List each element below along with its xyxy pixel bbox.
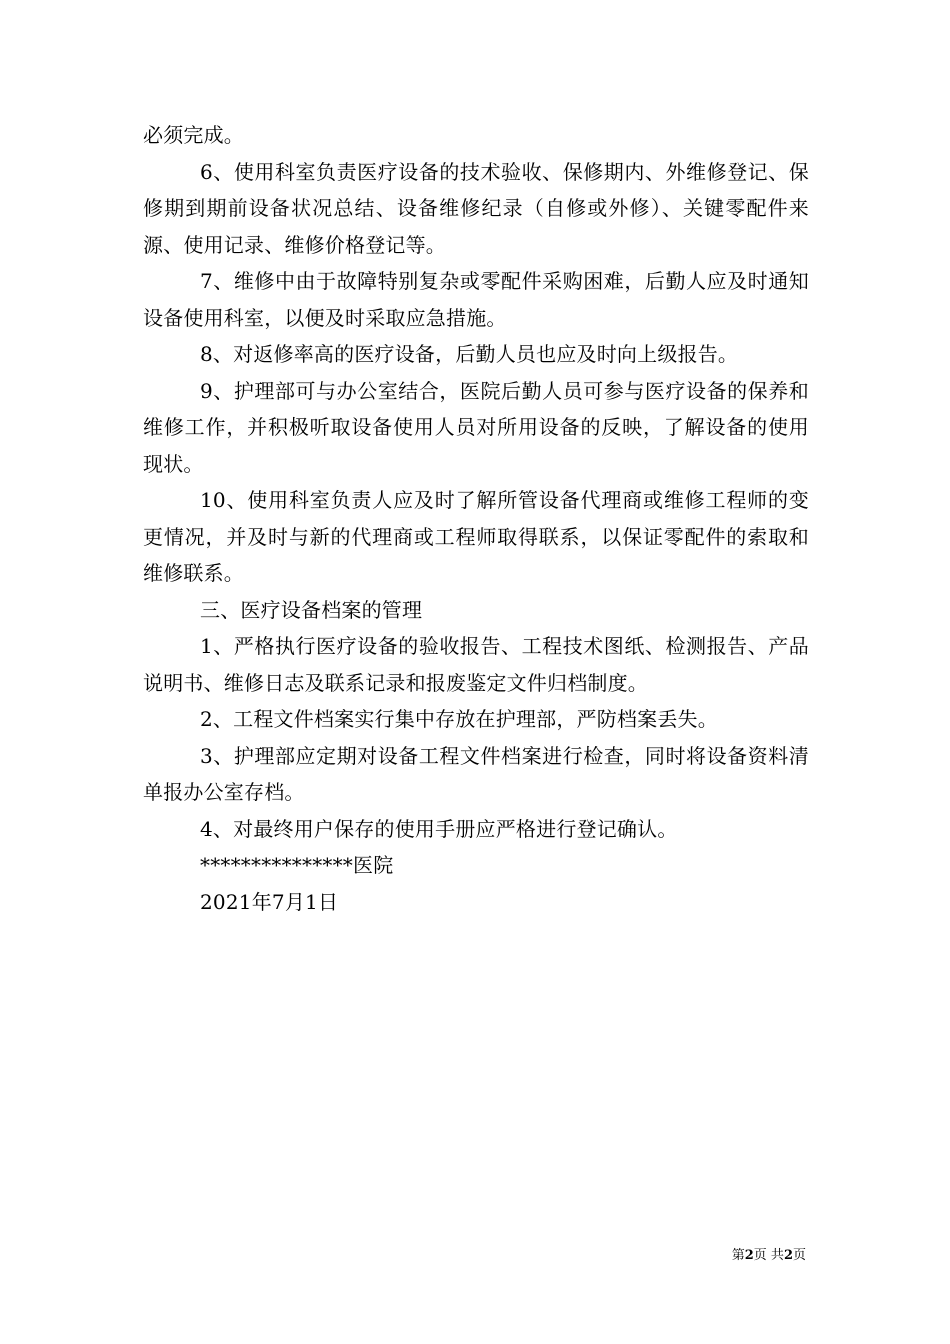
paragraph-0: 必须完成。 xyxy=(143,123,244,147)
paragraph-1: 6、使用科室负责医疗设备的技术验收、保修期内、外维修登记、保修期到期前设备状况总结、设备维修纪录（自修或外修）、关键零配件来源、使用记录、维修价格登记等。 xyxy=(143,159,809,257)
paragraph-2: 7、维修中由于故障特别复杂或零配件采购困难，后勤人应及时通知设备使用科室，以便及时采取应急措施。 xyxy=(143,269,809,330)
signature-organization: ***************医院 xyxy=(200,853,394,877)
footer-prefix: 第 xyxy=(731,1248,745,1263)
page-number-indicator xyxy=(732,1247,806,1265)
paragraph-5: 10、使用科室负责人应及时了解所管设备代理商或维修工程师的变更情况，并及时与新的代理商或工程师取得联系，以保证零配件的索取和维修联系。 xyxy=(143,488,809,585)
paragraph-10: 4、对最终用户保存的使用手册应严格进行登记确认。 xyxy=(200,816,678,841)
section-heading: 三、医疗设备档案的管理 xyxy=(200,597,423,622)
footer-current-page: 2 xyxy=(744,1248,754,1263)
footer-total-pages: 2 xyxy=(783,1248,793,1263)
paragraph-4: 9、护理部可与办公室结合，医院后勤人员可参与医疗设备的保养和维修工作，并积极听取设备使用人员对所用设备的反映，了解设备的使用现状。 xyxy=(143,378,809,476)
signature-date: 2021年7月1日 xyxy=(200,889,339,914)
document-body xyxy=(143,117,809,920)
paragraph-9: 3、护理部应定期对设备工程文件档案进行检查，同时将设备资料清单报办公室存档。 xyxy=(143,743,809,804)
paragraph-3: 8、对返修率高的医疗设备，后勤人员也应及时向上级报告。 xyxy=(200,342,739,366)
footer-middle: 页 共 xyxy=(753,1248,784,1263)
paragraph-8: 2、工程文件档案实行集中存放在护理部，严防档案丢失。 xyxy=(200,707,718,731)
paragraph-7: 1、严格执行医疗设备的验收报告、工程技术图纸、检测报告、产品说明书、维修日志及联系记录和报废鉴定文件归档制度。 xyxy=(143,634,809,695)
footer-suffix: 页 xyxy=(792,1248,806,1263)
